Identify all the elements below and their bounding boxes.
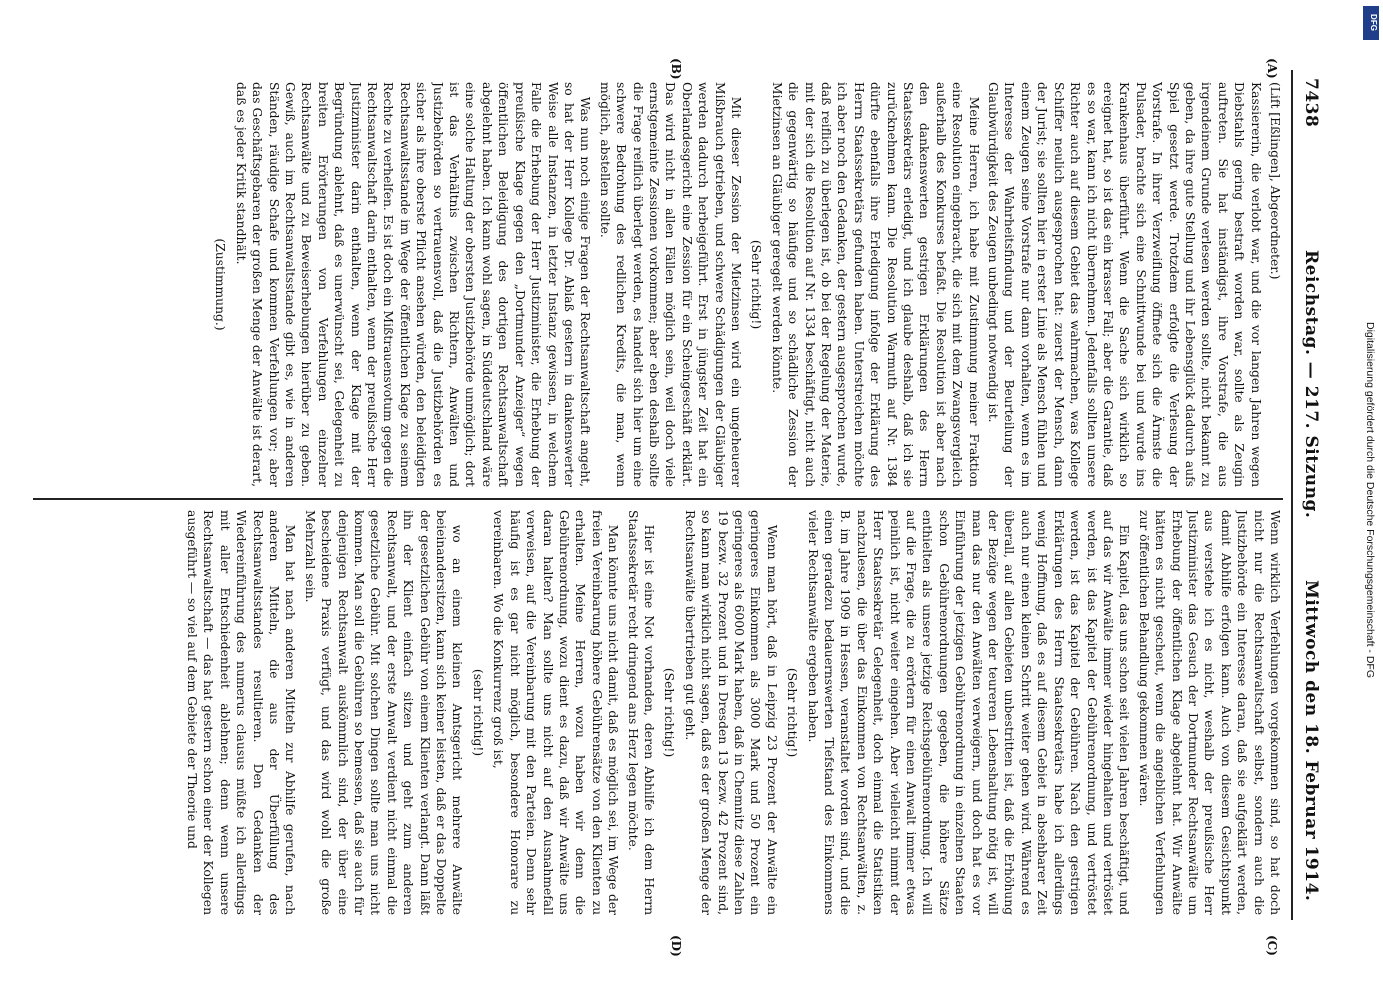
column-divider (33, 498, 1283, 500)
speaker-note: (Lift [Eßlingen], Abgeordneter.) (1268, 82, 1282, 280)
dfg-logo-text: DFG (1368, 14, 1378, 31)
paragraph: Mit dieser Zession der Mietzinsen wird ein ungeheuerer Mißbrauch getrieben, und schwere Schädigungen der Gläubiger werden dadurch herbeigeführt. Erst in jüngster Zeit hat ein Oberlandesgericht eine Zession für ein Scheingeschäft erklärt. Das wird nicht in allen Fällen möglich sein, weil doch viele ernstgemeinte Zessionen vorkommen; aber eben deshalb sollte die Frage reiflich überlegt werden, es handelt sich hier um eine schwere Bedrohung des redlichen Kredits, die man, wenn möglich, abstellen sollte. (597, 82, 743, 487)
paragraph: Hier ist eine Not vorhanden, deren Abhilfe ich dem Herrn Staatssekretär recht dringend ans Herz legen möchte. (625, 510, 656, 915)
paragraph: Ein Kapitel, das uns schon seit vielen Jahren beschäftigt, und auf das wir Anwälte immer wieder hingehalten und vertröstet werden, ist das Kapitel der Gebührenordnung, und vertröstet werden, ist das Kapitel der Gebühren. Nach den gestrigen Erklärungen des Herrn Staatssekretärs habe ich allerdings wenig Hoffnung, daß es auf diesem Gebiet in absehbarer Zeit auch nur einen kleinen Schritt weiter gehen wird. Während es überall, auf allen Gebieten unbestritten ist, daß die Erhöhung der Bezüge wegen der teureren Lebenshaltung nötig ist, will man das nur den Anwälten verweigern, und doch hat es vor Einführung der jetzigen Gebührenordnung in einzelnen Staaten schon Gebührenordnungen gegeben, die höhere Sätze enthielten als unsere jetzige Reichsgebührenordnung. Ich will auf die Frage, die zu erörtern für einen Anwalt immer etwas peinlich ist, nicht weiter eingehen. Aber vielleicht nimmt der Herr Staatssekretär Gelegenheit, doch einmal die Statistiken nachzulesen, die über das Einkommen von Rechtsanwälten, z. B. im Jahre 1909 in Hessen, veranstaltet worden sind, und die einen geradezu bedauernswerten Tiefstand des Einkommens vieler Rechtsanwälte ergeben haben. (805, 510, 1132, 915)
right-column (28, 510, 1283, 915)
interjection: (Sehr richtig!) (785, 667, 800, 758)
margin-marker-d: (D) (669, 935, 683, 957)
credit-text: Digitalisierung gefördert durch die Deutsche Forschungsgemeinschaft - DFG (1364, 321, 1376, 678)
paragraph: Was nun noch einige Fragen der Rechtsanwaltschaft angeht, so hat der Herr Kollege Dr. Ablaß gestern in dankenswerter Weise alle Instanzen, in letzter Instanz gewissen, in welchem Falle die Erhebung der Herr Justizminister, die Erhebung der preußische Klage gegen den „Dortmunder Anzeiger“ wegen öffentlichen Beleidigung des dortigen Rechtsanwaltschaft abgelehnt haben. Ich kann wohl sagen, in Süddeutschland wäre eine solche Haltung der obersten Justizbehörde unmöglich; dort ist das Verhältnis zwischen Richtern, Anwälten und Justizbehörden so vertrauensvoll, daß die Justizbehörden es sicher als ihre oberste Pflicht ansehen würden, den beleidigten Rechtsanwaltsstande im Wege der öffentlichen Klage zu seinem Rechte zu verhelfen. Es ist doch ein Mißtrauensvotum gegen die Rechtsanwaltschaft darin enthalten, wenn der preußische Herr Justizminister darin enthalten, wenn der Klage mit der Begründung ablehnt, daß es unerwünscht sei, Gelegenheit zu breiten Erörterungen von Verfehlungen einzelner Rechtsanwälte und zu Beweiserhebungen hierüber zu geben. Gewiß, auch im Rechtsanwaltsstande gibt es, wie in anderen Ständen, räudige Schafe und kommen Verfehlungen vor; aber das Geschäftsgebaren der großen Menge der Anwälte ist derart, daß es jeder Kritik standhält. (233, 82, 593, 487)
page-header (1293, 0, 1321, 1000)
session-date: Mittwoch den 18. Februar 1914. (1301, 580, 1321, 902)
paragraph: Wenn man hört, daß in Leipzig 23 Prozent der Anwälte ein geringeres Einkommen als 3000 Mark und 50 Prozent ein geringeres als 6000 Mark haben, daß in Chemnitz diese Zahlen 19 bezw. 32 Prozent und in Dresden 13 bezw. 42 Prozent sind, so kann man wirklich nicht sagen, daß es der großen Menge der Rechtsanwälte übertrieben gut geht. (682, 510, 779, 915)
interjection: (sehr richtig!) (470, 668, 485, 757)
interjection: (Zustimmung.) (213, 238, 228, 331)
paragraph: wo an einem kleinen Amtsgericht mehrere Anwälte beieinandersitzen, kann sich keiner leisten, daß er das Doppelte der gesetzlichen Gebühr von einem Klienten verlangt. Dann läßt ihn der Klient einfach sitzen und geht zum anderen Rechtsanwalt, und der erste Anwalt verdient nicht einmal die gesetzliche Gebühr. Mit solchen Dingen sollte man uns nicht kommen. Man soll die Gebühren so bemessen, daß sie auch für denjenigen Rechtsanwalt auskömmlich sind, der über eine bescheidene Praxis verfügt, und das wird wohl die große Mehrzahl sein. (302, 510, 465, 915)
interjection: (Sehr richtig!) (749, 239, 764, 330)
page-number: 7438 (1301, 78, 1321, 128)
paragraph: Meine Herren, ich habe mit Zustimmung meiner Fraktion eine Resolution eingebracht, die sich mit dem Zwangsvergleich außerhalb des Konkurses befaßt. Die Resolution ist aber nach den dankenswerten gestrigen Erklärungen des Herrn Staatssekretärs erledigt, und ich glaube deshalb, daß ich sie zurücknehmen kann. Die Resolution Warmuth auf Nr. 1384 dürfte ebenfalls ihre Erledigung infolge der Erklärung des Herrn Staatssekretärs gefunden haben. Unterstreichen möchte ich aber noch den Gedanken, der gestern ausgesprochen wurde, daß reiflich zu überlegen ist, ob bei der Regelung der Materie, mit der sich die Resolution auf Nr. 1334 beschäftigt, nicht auch die gegenwärtig so häufige und so schädliche Zession der Mietzinsen an Gläubiger geregelt werden könnte. (769, 82, 981, 487)
paragraph: Man hat nach anderen Mitteln zur Abhilfe gerufen, nach anderen Mitteln, die aus der Überfüllung des Rechtsanwaltsstandes resultieren. Den Gedanken der Wiedereinführung des numerus clausus müßte ich allerdings mit aller Entschiedenheit ablehnen; denn wenn unsere Rechtsanwaltschaft — das hat gestern schon einer der Kollegen ausgeführt — so viel auf dem Gebiete der Theorie und (185, 510, 298, 915)
session-title: Reichstag. — 217. Sitzung. (1301, 250, 1321, 519)
paragraph: Wenn wirklich Verfehlungen vorgekommen sind, so hat doch nicht nur die Rechtsanwaltschaft selbst, sondern auch die Justizbehörde ein Interesse daran, daß sie aufgeklärt werden, damit Abhilfe erfolgen kann. Auch von diesem Gesichtspunkt aus verstehe ich es nicht, weshalb der preußische Herr Justizminister das Gesuch der Dortmunder Rechtsanwälte um Erhebung der öffentlichen Klage abgelehnt hat. Wir Anwälte hätten es nicht gescheut, wenn die angeblichen Verfehlungen zur öffentlichen Behandlung gekommen wären. (1136, 510, 1282, 915)
header-rule (1291, 70, 1293, 920)
margin-marker-a: (A) (1265, 58, 1279, 79)
paragraph: Kassiererin, die verlobt war, und die vor langen Jahren wegen Diebstahls gering bestraft worden war, sollte als Zeugin auftreten. Sie hat inständigst, ihre Vorstrafe, die aus irgendeinem Grunde verlesen werden sollte, nicht bekannt zu geben, da ihre gute Stellung und ihr Lebensglück dadurch aufs Spiel gesetzt werde. Trotzdem erfolgte die Verlesung der Vorstrafe. In ihrer Verzweiflung öffnete sich die Ärmste die Pulsader, brachte sich eine Schnittwunde bei und wurde ins Krankenhaus überführt. Wenn die Sache sich wirklich so ereignet hat, so ist das ein krasser Fall; aber die Garantie, daß es so war, kann ich nicht übernehmen. Jedenfalls sollten unsere Richter auch auf diesem Gebiet das wahrmachen, was Kollege Schiffer neulich ausgesprochen hat: zuerst der Mensch, dann der Jurist; sie sollten hier in erster Linie als Mensch fühlen und einem Zeugen seine Vorstrafe nur dann vorhalten, wenn es im Interesse der Wahrheitsfindung und der Beurteilung der Glaubwürdigkeit des Zeugen unbedingt notwendig ist. (986, 82, 1263, 487)
digitization-credit (1356, 0, 1383, 1000)
left-column (28, 82, 1283, 487)
interjection: (Sehr richtig!) (662, 667, 677, 758)
margin-marker-b: (B) (669, 58, 683, 80)
margin-marker-c: (C) (1265, 935, 1279, 956)
paragraph: Man könnte uns nicht damit, daß es möglich sei, im Wege der freien Vereinbarung höhere Gebührensätze von den Klienten zu erhalten. Meine Herren, wozu haben wir denn die Gebührenordnung, wozu dient es dazu, daß wir Anwälte uns daran halten? Man sollte uns nicht auf den Ausnahmefall verweisen, auf die Vereinbarung mit den Parteien. Denn sehr häufig ist es gar nicht möglich, besondere Honorare zu vereinbaren. Wo die Konkurrenz groß ist, (491, 510, 621, 915)
dfg-logo (1363, 6, 1379, 40)
